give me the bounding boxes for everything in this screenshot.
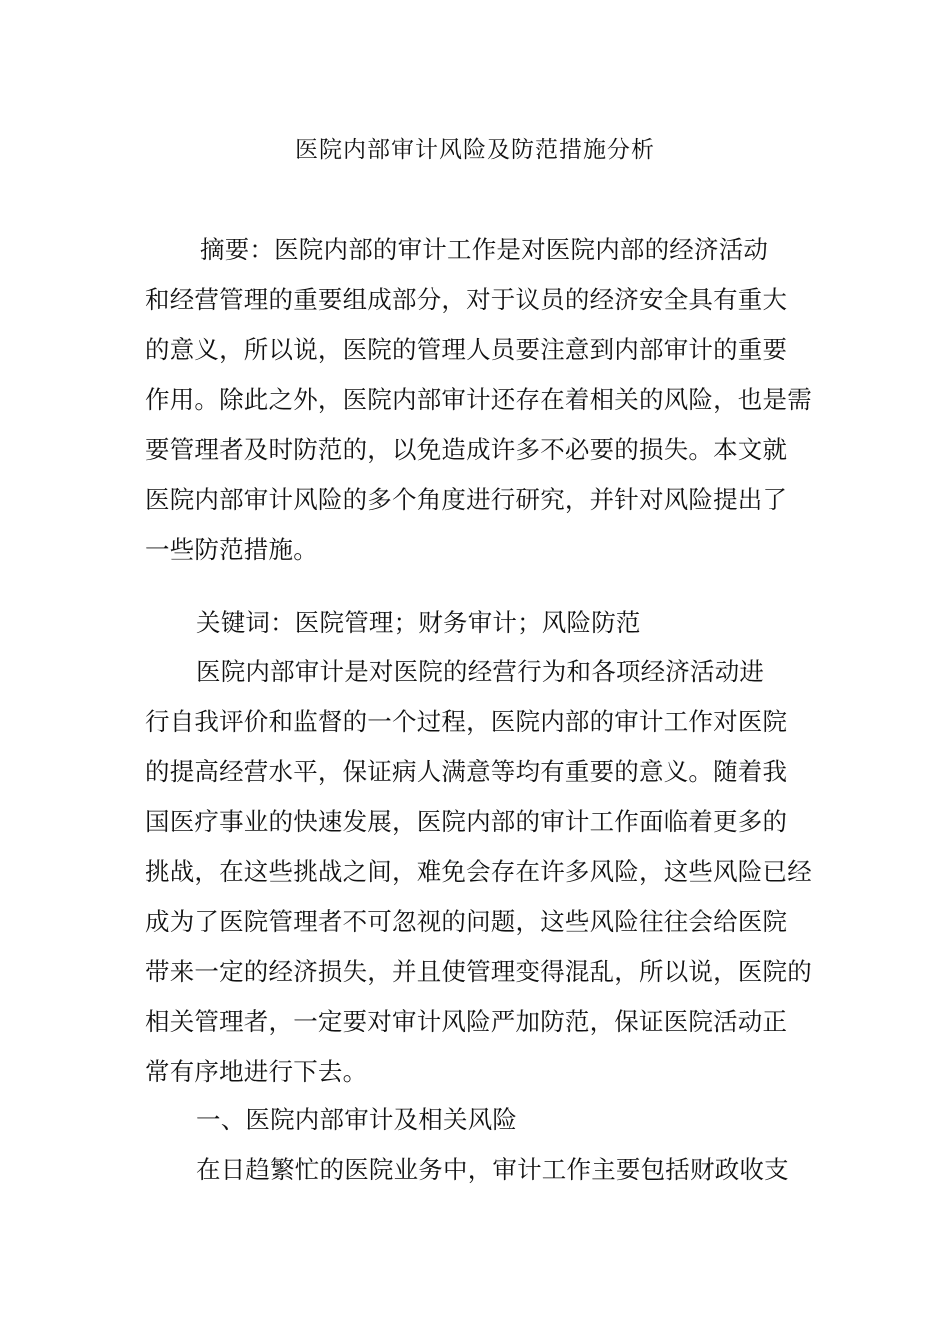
intro-line-1: 医院内部审计是对医院的经营行为和各项经济活动进 (196, 657, 765, 686)
intro-line-6: 成为了医院管理者不可忽视的问题，这些风险往往会给医院 (145, 907, 788, 936)
abstract-line-7: 一些防范措施。 (145, 535, 318, 564)
abstract-line-5: 要管理者及时防范的，以免造成许多不必要的损失。本文就 (145, 435, 788, 464)
keywords-line: 关键词：医院管理；财务审计；风险防范 (196, 608, 641, 637)
abstract-line-2: 和经营管理的重要组成部分，对于议员的经济安全具有重大 (145, 285, 788, 314)
document-title: 医院内部审计风险及防范措施分析 (295, 137, 655, 163)
intro-line-7: 带来一定的经济损失，并且使管理变得混乱，所以说，医院的 (145, 957, 812, 986)
intro-line-2: 行自我评价和监督的一个过程，医院内部的审计工作对医院 (145, 707, 788, 736)
intro-line-9: 常有序地进行下去。 (145, 1057, 368, 1086)
intro-line-8: 相关管理者，一定要对审计风险严加防范，保证医院活动正 (145, 1007, 788, 1036)
intro-line-3: 的提高经营水平，保证病人满意等均有重要的意义。随着我 (145, 757, 788, 786)
abstract-line-1: 摘要：医院内部的审计工作是对医院内部的经济活动 (200, 235, 769, 264)
intro-line-4: 国医疗事业的快速发展，医院内部的审计工作面临着更多的 (145, 807, 788, 836)
intro-line-5: 挑战，在这些挑战之间，难免会存在许多风险，这些风险已经 (145, 857, 812, 886)
abstract-line-3: 的意义，所以说，医院的管理人员要注意到内部审计的重要 (145, 335, 788, 364)
section-heading: 一、医院内部审计及相关风险 (196, 1105, 518, 1134)
abstract-line-6: 医院内部审计风险的多个角度进行研究，并针对风险提出了 (145, 485, 788, 514)
abstract-line-4: 作用。除此之外，医院内部审计还存在着相关的风险，也是需 (145, 385, 812, 414)
section-paragraph-line-1: 在日趋繁忙的医院业务中，审计工作主要包括财政收支 (196, 1155, 789, 1184)
